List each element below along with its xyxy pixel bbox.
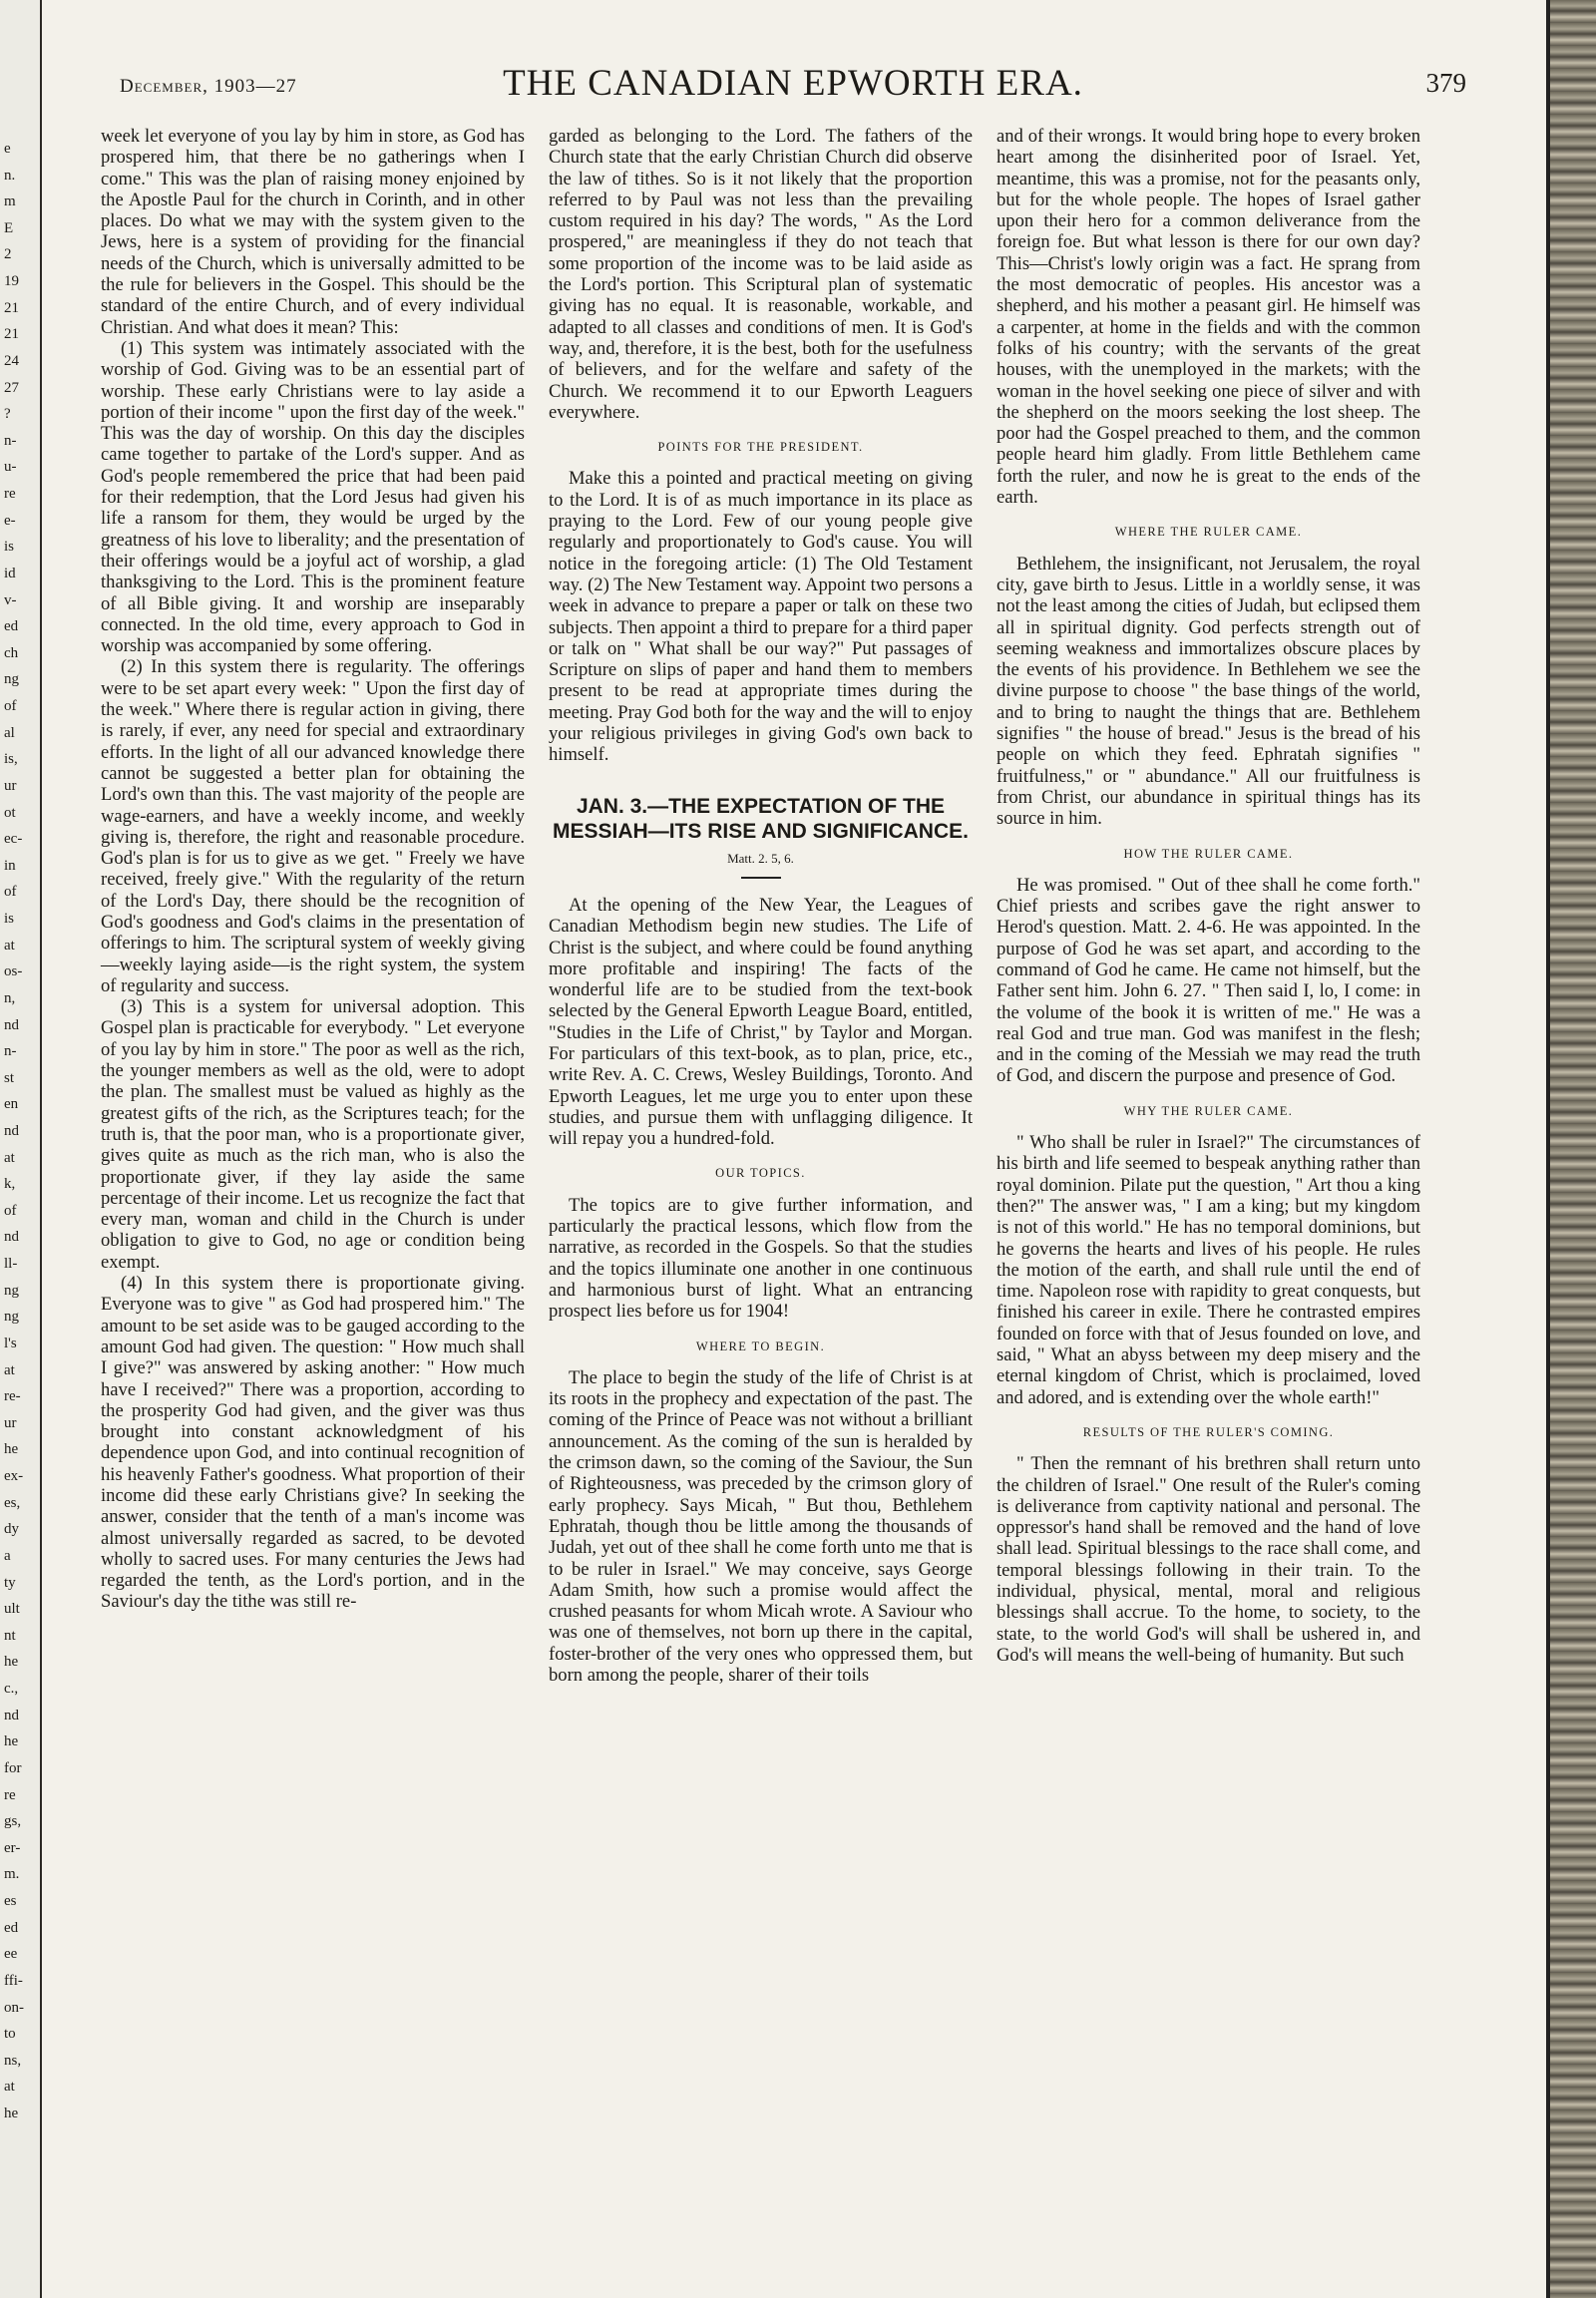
- previous-page-edge: [0, 0, 42, 2298]
- fragment-text: nd: [4, 1016, 19, 1033]
- book-binding-edge: [1546, 0, 1596, 2298]
- fragment-text: c.,: [4, 1681, 19, 1698]
- fragment-text: es: [4, 1893, 17, 1910]
- fragment-text: ee: [4, 1946, 18, 1963]
- paragraph: Bethlehem, the insignificant, not Jerusalem, the royal city, gave birth to Jesus. Little in a worldly sense, it was not the least among the cities of Judah, but eclipsed them all in spiritual dignity. God perfects strength out of seeming weakness and immortalizes obscure places by the events of his providence. In Bethlehem we see the divine purpose to choose " the base things of the world, and to bring to naught the things that are. Bethlehem signifies " the house of bread." Jesus is the bread of his people on which they feed. Ephratah signifies " fruitfulness," or " abundance." All our fruitfulness is from Christ, our abundance in spiritual things has its source in him.: [997, 553, 1420, 830]
- paragraph: week let everyone of you lay by him in store, as God has prospered him, that there be no gatherings when I come." This was the plan of raising money enjoined by the Apostle Paul for the church in Corinth, and in other places. Do what we may with the system given to the Jews, here is a system of providing for the financial needs of the Church, which is universally admitted to be the rule for believers in the Gospel. This should be the standard of the entire Church, and of every individual Christian. And what does it mean? This:: [101, 126, 525, 338]
- section-heading: RESULTS OF THE RULER'S COMING.: [1082, 1424, 1335, 1439]
- paragraph: The topics are to give further information, and particularly the practical lessons, which flow from the narrative, as recorded in the Gospels. So that the studies and the topics illuminate one another in one continuous and harmonious burst of light. What an entrancing prospect lies before us for 1904!: [549, 1194, 973, 1323]
- fragment-text: v-: [4, 591, 17, 608]
- fragment-text: e: [4, 141, 11, 157]
- fragment-text: n.: [4, 167, 16, 184]
- scripture-reference: Matt. 2. 5, 6.: [727, 850, 794, 866]
- page-number: 379: [1425, 68, 1466, 98]
- section-heading: WHERE THE RULER CAME.: [1114, 525, 1303, 540]
- magazine-title: THE CANADIAN EPWORTH ERA.: [503, 63, 1083, 104]
- fragment-text: E: [4, 219, 14, 236]
- paragraph: Make this a pointed and practical meeting on giving to the Lord. It is of as much importance in its place as praying to the Lord. Few of our young people give regularly and proportionately to God's cause. You will notice in the foregoing article: (1) The Old Testament way. (2) The New Testament way. Appoint two persons a week in advance to prepare a paper or talk on these two subjects. Then appoint a third to prepare for a third paper or talk on " What shall be our way?" Put passages of Scripture on slips of paper and hand them to members present to be read at appropriate times during the meeting. Pray God both for the way and the will to enjoy your religious privileges in giving God's own back to himself.: [549, 468, 973, 766]
- fragment-text: is: [4, 911, 15, 928]
- paragraph: " Then the remnant of his brethren shall return unto the children of Israel." One result of the Ruler's coming is deliverance from captivity national and personal. The oppressor's hand shall be removed and the hand of love shall lead. Spiritual blessings to the race shall come, and temporal blessings following in their train. To the individual, physical, mental, moral and religious blessings shall accrue. To the home, to society, to the state, to the world God's will shall be ushered in, and God's will means the well-being of humanity. But such: [997, 1453, 1420, 1666]
- fragment-text: m.: [4, 1866, 20, 1883]
- fragment-text: l's: [4, 1335, 17, 1351]
- fragment-text: ?: [4, 406, 11, 423]
- column-2: [549, 126, 973, 1686]
- fragment-text: 24: [4, 352, 19, 369]
- fragment-text: er-: [4, 1839, 21, 1856]
- fragment-text: for: [4, 1759, 22, 1776]
- fragment-text: gs,: [4, 1813, 22, 1830]
- fragment-text: ns,: [4, 2052, 22, 2069]
- fragment-text: 2: [4, 246, 12, 263]
- fragment-text: 21: [4, 326, 19, 343]
- fragment-text: ur: [4, 1414, 17, 1431]
- fragment-text: re: [4, 1786, 16, 1803]
- fragment-text: at: [4, 1361, 15, 1378]
- fragment-text: at: [4, 937, 15, 954]
- fragment-text: k,: [4, 1176, 16, 1193]
- fragment-text: he: [4, 1441, 19, 1458]
- fragment-text: ffi-: [4, 1972, 23, 1989]
- paragraph: At the opening of the New Year, the Leagues of Canadian Methodism begin new studies. The Life of Christ is the subject, and where could be found anything more profitable and inspiring! The facts of the wonderful life are to be studied from the text-book selected by the General Epworth League Board, entitled, "Studies in the Life of Christ," by Taylor and Morgan. For particulars of this text-book, as to plan, price, etc., write Rev. A. C. Crews, Wesley Buildings, Toronto. And Epworth Leagues, let me urge you to enter upon these studies, and pursue them with unflagging diligence. It will repay you a hundred-fold.: [549, 894, 973, 1150]
- fragment-text: re: [4, 486, 16, 503]
- fragment-text: es,: [4, 1494, 21, 1511]
- fragment-text: ot: [4, 804, 16, 821]
- lesson-heading: JAN. 3.—THE EXPECTATION OF THE MESSIAH—ITS RISE AND SIGNIFICANCE.: [553, 794, 969, 843]
- column-3: [997, 126, 1420, 1666]
- fragment-text: dy: [4, 1521, 19, 1538]
- fragment-text: he: [4, 2106, 19, 2121]
- section-heading: HOW THE RULER CAME.: [1123, 846, 1294, 861]
- section-heading: WHERE TO BEGIN.: [695, 1339, 826, 1353]
- fragment-text: m: [4, 193, 16, 210]
- fragment-text: 27: [4, 379, 19, 396]
- fragment-text: he: [4, 1654, 19, 1671]
- fragment-text: nd: [4, 1707, 19, 1724]
- fragment-text: ll-: [4, 1256, 18, 1273]
- fragment-text: nd: [4, 1123, 19, 1139]
- paragraph: The place to begin the study of the life of Christ is at its roots in the prophecy and expectation of the past. The coming of the Prince of Peace was not without a brilliant announcement. As the coming of the sun is heralded by the crimson dawn, so the coming of the Saviour, the Sun of Righteousness, was preceded by the crimson glory of early prophecy. Says Micah, " But thou, Bethlehem Ephratah, though thou be little among the thousands of Judah, yet out of thee shall he come forth unto me that is to be ruler in Israel." We may conceive, says George Adam Smith, how such a promise would affect the crushed peasants for whom Micah wrote. A Saviour who was one of themselves, not born up there in the capital, foster-brother of the very ones who oppressed them, but born among the people, sharer of their toils: [549, 1366, 973, 1686]
- fragment-text: ed: [4, 618, 19, 635]
- fragment-text: al: [4, 724, 15, 741]
- fragment-text: en: [4, 1096, 19, 1113]
- paragraph: (1) This system was intimately associated with the worship of God. Giving was to be an essential part of worship. These early Christians were to lay aside a portion of their income " upon the first day of the week." This was the day of worship. On this day the disciples came together to partake of the Lord's supper. And as God's people remembered the price that had been paid for their redemption, that the Lord Jesus had given his life a ransom for them, they would be urged by the greatness of his love to liberality; and the presentation of their offerings would be a joyful act of worship, a glad thanksgiving to the Lord. This is the prominent feature of all Bible giving. It and worship are inseparably connected. In the old time, every approach to God in worship was accompanied by some offering.: [101, 337, 525, 657]
- fragment-text: he: [4, 1733, 19, 1750]
- fragment-text: nt: [4, 1627, 16, 1644]
- fragment-text: n,: [4, 989, 16, 1006]
- fragment-text: os-: [4, 963, 23, 980]
- fragment-text: st: [4, 1069, 15, 1086]
- paragraph: garded as belonging to the Lord. The fathers of the Church state that the early Christian Church did observe the law of tithes. So is it not likely that the proportion referred to by Paul was not less than the prevailing custom required in his day? The words, " As the Lord prospered," are meaningless if they do not teach that some proportion of the income was to be laid aside as the Lord's portion. This Scriptural plan of systematic giving has no equal. It is reasonable, workable, and adapted to all classes and conditions of men. It is God's way, and, therefore, it is the best, both for the usefulness of believers, and for the welfare and safety of the Church. We recommend it to our Epworth Leaguers everywhere.: [549, 126, 973, 423]
- fragment-text: ec-: [4, 831, 23, 848]
- fragment-text: n-: [4, 432, 17, 449]
- fragment-text: ur: [4, 777, 17, 794]
- fragment-text: u-: [4, 459, 17, 476]
- fragment-text: ex-: [4, 1468, 24, 1485]
- fragment-text: a: [4, 1547, 11, 1564]
- fragment-text: is,: [4, 751, 18, 768]
- fragment-text: in: [4, 857, 16, 874]
- section-heading: POINTS FOR THE PRESIDENT.: [657, 440, 864, 455]
- fragment-text: ch: [4, 644, 19, 661]
- fragment-text: of: [4, 1202, 17, 1219]
- section-heading: WHY THE RULER CAME.: [1123, 1103, 1294, 1118]
- page-header: [120, 62, 1466, 110]
- fragment-text: ng: [4, 1282, 19, 1299]
- paragraph: (4) In this system there is proportionate giving. Everyone was to give " as God had prospered him." The amount to be set aside was to be gauged according to the amount God had given. The question: " How much shall I give?" was answered by asking another: " How much have I received?" There was a proportion, according to the prosperity God had given, and the giver was thus brought into constant acknowledgment of his dependence upon God, and into continual recognition of his heavenly Father's goodness. What proportion of their income did these early Christians give? In seeking the answer, consider that the tenth of a man's income was almost universally regarded as sacred, to be devoted wholly to sacred uses. For many centuries the Jews had regarded the tenth, as the Lord's portion, and in the Saviour's day the tithe was still re-: [101, 1273, 525, 1613]
- issue-date: December, 1903—27: [120, 76, 297, 97]
- fragment-text: ng: [4, 1309, 19, 1326]
- fragment-text: ng: [4, 671, 19, 688]
- paragraph: and of their wrongs. It would bring hope to every broken heart among the disinherited poor of Israel. Yet, meantime, this was a promise, not for the peasants only, but for the whole people. The hopes of Israel gather upon their hero for a common deliverance from the foreign foe. But what lesson is there for our own day? This—Christ's lowly origin was a fact. He sprang from the most democratic of peoples. His ancestor was a shepherd, and his mother a peasant girl. He himself was a carpenter, at home in the fields and with the common folks of his country; with the servants of the great houses, with the unemployed in the markets; with the woman in the hovel seeking one piece of silver and with the shepherd on the moors seeking the lost sheep. The poor had the Gospel preached to them, and the common people heard him gladly. From little Bethlehem came forth the ruler, and now he is great to the ends of the earth.: [997, 126, 1420, 509]
- divider: [741, 877, 781, 879]
- fragment-text: of: [4, 884, 17, 901]
- fragment-text: ed: [4, 1919, 19, 1936]
- fragment-text: ty: [4, 1574, 16, 1591]
- paragraph: (2) In this system there is regularity. The offerings were to be set apart every week: " Upon the first day of the week." Where there is regular action in giving, there is rarely, if ever, any need for special and extraordinary efforts. In the light of all our advanced knowledge there cannot be suggested a better plan for obtaining the Lord's own than this. The vast majority of the people are wage-earners, and have a weekly income, and weekly giving is, therefore, the right and reasonable procedure. God's plan is for us to give as we get. " Freely we have received, freely give." With the regularity of the return of the Lord's Day, there should be the recognition of God's goodness and God's claims in the presentation of offerings to him. The scriptural system of weekly giving—weekly laying aside—is the right system, the system of regularity and success.: [101, 656, 525, 996]
- fragment-text: is: [4, 539, 15, 556]
- fragment-text: id: [4, 565, 16, 581]
- fragment-text: at: [4, 2079, 15, 2096]
- fragment-text: n-: [4, 1043, 17, 1060]
- fragment-text: 19: [4, 273, 19, 290]
- fragment-text: on-: [4, 1999, 24, 2016]
- section-heading: OUR TOPICS.: [715, 1166, 806, 1181]
- paragraph: " Who shall be ruler in Israel?" The circumstances of his birth and life seemed to bespeak anything rather than royal dominion. Pilate put the question, " Art thou a king then?" The answer was, " I am a king; but my kingdom is not of this world." He has no temporal dominions, but he governs the hearts and lives of his people. He rules the motion of the earth, and shall rule until the end of time. Napoleon rose with rapidity to great conquests, but finished his career in exile. There he contrasted empires founded on force with that of Jesus founded on love, and said, " What an abyss between my deep misery and the eternal kingdom of Christ, which is proclaimed, loved and adored, and is extending over the whole earth!": [997, 1132, 1420, 1408]
- paragraph: He was promised. " Out of thee shall he come forth." Chief priests and scribes gave the right answer to Herod's question. Matt. 2. 4-6. He was appointed. In the purpose of God he was set apart, and according to the command of God he came. He came not himself, but the Father sent him. John 6. 27. " Then said I, lo, I come: in the volume of the book it is written of me." He was a real God and true man. God was manifest in the flesh; and in the coming of the Messiah we may read the truth of God, and discern the purpose and presence of God.: [997, 874, 1420, 1087]
- fragment-text: 21: [4, 299, 19, 316]
- fragment-text: re-: [4, 1388, 21, 1405]
- fragment-text: ult: [4, 1601, 20, 1618]
- column-1: [101, 126, 525, 1613]
- paragraph: (3) This is a system for universal adoption. This Gospel plan is practicable for everybody. " Let everyone of you lay by him in store." The poor as well as the rich, the younger members as well as the old, were to adopt the plan. The smallest must be valued as highly as the greatest gifts of the rich, as the Scriptures teach; for the truth is, that the poor man, who is a proportionate giver, gives quite as much as the rich man, who is also the proportionate giver, if they lay aside the same percentage of their income. Let us recognize the fact that every man, woman and child in the Church is under obligation to give to God, no age or condition being exempt.: [101, 996, 525, 1273]
- fragment-text: of: [4, 698, 17, 715]
- fragment-text: to: [4, 2026, 16, 2043]
- fragment-text: nd: [4, 1229, 19, 1246]
- fragment-text: at: [4, 1149, 15, 1166]
- fragment-text: e-: [4, 512, 16, 529]
